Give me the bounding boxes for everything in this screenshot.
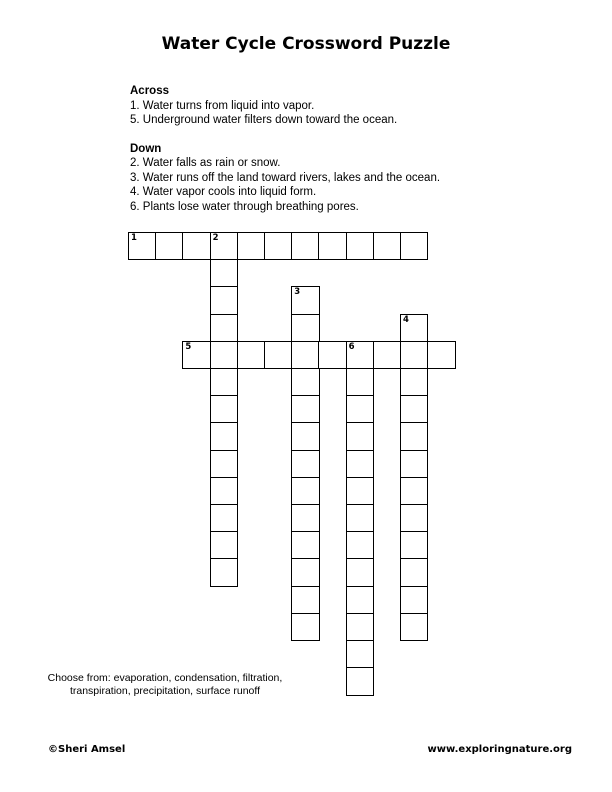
grid-cell[interactable] <box>373 341 401 369</box>
page-title: Water Cycle Crossword Puzzle <box>161 34 451 54</box>
grid-cell[interactable] <box>291 504 319 532</box>
grid-cell[interactable] <box>237 232 265 260</box>
grid-cell[interactable] <box>346 368 374 396</box>
grid-cell[interactable] <box>210 286 238 314</box>
grid-cell[interactable] <box>210 531 238 559</box>
grid-cell[interactable] <box>291 232 319 260</box>
grid-cell[interactable] <box>291 422 319 450</box>
grid-cell[interactable] <box>400 450 428 478</box>
grid-cell[interactable] <box>427 341 455 369</box>
grid-cell[interactable] <box>210 232 238 260</box>
grid-cell[interactable] <box>291 477 319 505</box>
grid-cell[interactable] <box>346 613 374 641</box>
down-clue-3: 3. Water runs off the land toward rivers, lakes and the ocean. <box>130 171 441 184</box>
word-bank <box>30 672 300 698</box>
grid-cell[interactable] <box>346 422 374 450</box>
grid-cell[interactable] <box>291 395 319 423</box>
grid-cell[interactable] <box>400 314 428 342</box>
clue-number: 1 <box>131 233 137 243</box>
word-bank-line-2: transpiration, precipitation, surface runoff <box>69 685 261 697</box>
grid-cell[interactable] <box>291 286 319 314</box>
grid-cell[interactable] <box>291 586 319 614</box>
down-clue-6: 6. Plants lose water through breathing pores. <box>130 200 359 213</box>
clue-number: 6 <box>348 341 355 352</box>
grid-cell[interactable] <box>346 531 374 559</box>
grid-cell[interactable] <box>318 341 346 369</box>
grid-cell[interactable] <box>400 586 428 614</box>
down-clue-4: 4. Water vapor cools into liquid form. <box>130 186 317 198</box>
grid-cell[interactable] <box>346 232 374 260</box>
grid-cell[interactable] <box>291 531 319 559</box>
grid-cell[interactable] <box>210 558 238 586</box>
word-bank-line-1: Choose from: evaporation, condensation, filtration, <box>47 672 283 684</box>
grid-cell[interactable] <box>400 368 428 396</box>
clue-number: 4 <box>403 314 409 325</box>
grid-cell[interactable] <box>346 395 374 423</box>
grid-cell[interactable] <box>346 504 374 532</box>
grid-cell[interactable] <box>210 341 238 369</box>
grid-cell[interactable] <box>210 259 238 287</box>
grid-cell[interactable] <box>210 368 238 396</box>
grid-cell[interactable] <box>346 477 374 505</box>
grid-cell[interactable] <box>264 341 292 369</box>
grid-cell[interactable] <box>210 314 238 342</box>
grid-cell[interactable] <box>400 422 428 450</box>
across-clue-1: 1. Water turns from liquid into vapor. <box>130 99 315 112</box>
grid-cell[interactable] <box>291 613 319 641</box>
across-clue-5: 5. Underground water filters down toward the ocean. <box>130 114 398 126</box>
grid-cell[interactable] <box>210 477 238 505</box>
author-credit: ©Sheri Amsel <box>48 744 126 755</box>
clue-list <box>130 84 570 214</box>
grid-cell[interactable] <box>400 477 428 505</box>
grid-cell[interactable] <box>400 613 428 641</box>
website-link[interactable]: www.exploringnature.org <box>427 744 572 755</box>
grid-cell[interactable] <box>291 341 319 369</box>
grid-cell[interactable] <box>182 232 210 260</box>
grid-cell[interactable] <box>237 341 265 369</box>
grid-cell[interactable] <box>400 341 428 369</box>
grid-cell[interactable] <box>346 341 374 369</box>
grid-cell[interactable] <box>346 558 374 586</box>
grid-cell[interactable] <box>373 232 401 260</box>
grid-cell[interactable] <box>318 232 346 260</box>
clue-number: 5 <box>185 341 192 352</box>
down-clue-2: 2. Water falls as rain or snow. <box>130 157 281 169</box>
grid-cell[interactable] <box>400 232 428 260</box>
grid-cell[interactable] <box>346 586 374 614</box>
grid-cell[interactable] <box>210 504 238 532</box>
clue-number: 2 <box>212 233 219 243</box>
grid-cell[interactable] <box>291 368 319 396</box>
grid-cell[interactable] <box>291 314 319 342</box>
grid-cell[interactable] <box>264 232 292 260</box>
grid-cell[interactable] <box>210 395 238 423</box>
down-heading: Down <box>130 142 162 155</box>
grid-cell[interactable] <box>291 450 319 478</box>
grid-cell[interactable] <box>128 232 156 260</box>
grid-cell[interactable] <box>210 450 238 478</box>
grid-cell[interactable] <box>400 558 428 586</box>
grid-cell[interactable] <box>291 558 319 586</box>
grid-cell[interactable] <box>210 422 238 450</box>
grid-cell[interactable] <box>182 341 210 369</box>
across-heading: Across <box>130 85 169 97</box>
grid-cell[interactable] <box>400 395 428 423</box>
clue-number: 3 <box>294 287 301 298</box>
grid-cell[interactable] <box>400 504 428 532</box>
grid-cell[interactable] <box>346 640 374 668</box>
grid-cell[interactable] <box>346 450 374 478</box>
grid-cell[interactable] <box>400 531 428 559</box>
grid-cell[interactable] <box>155 232 183 260</box>
grid-cell[interactable] <box>346 667 374 695</box>
